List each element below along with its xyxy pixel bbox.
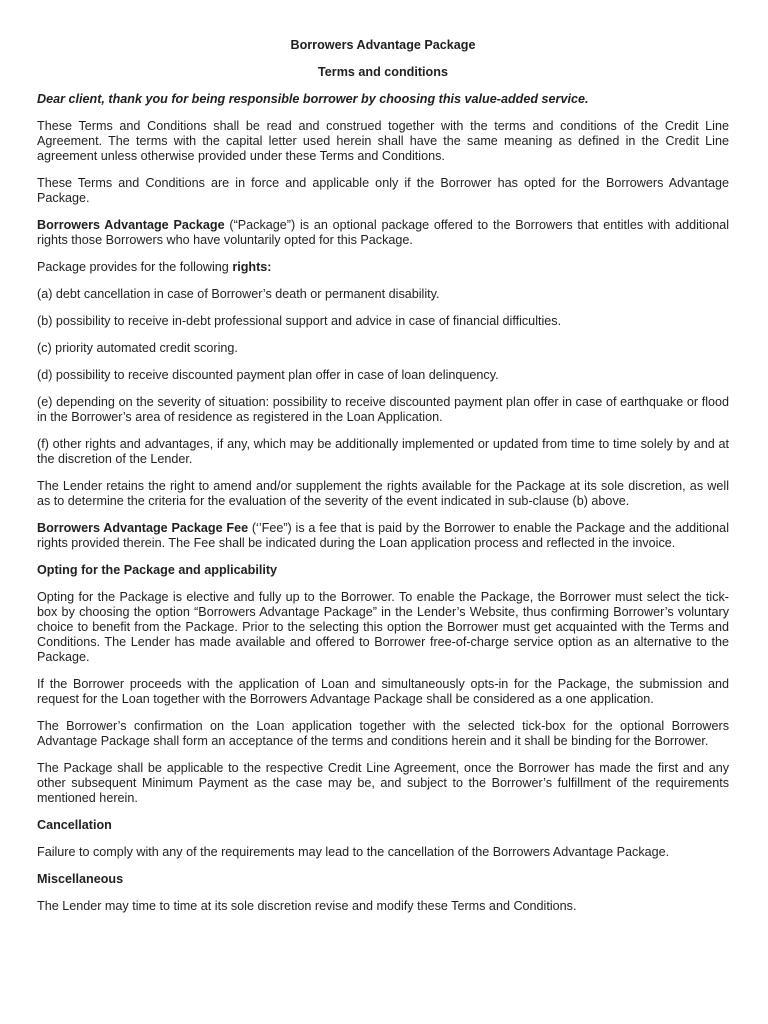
heading-miscellaneous: Miscellaneous bbox=[37, 872, 124, 886]
paragraph-fee bbox=[37, 521, 729, 551]
paragraph-opting: Opting for the Package is elective and fully up to the Borrower. To enable the Package, the Borrower must select the tick-box by choosing the option “Borrowers Advantage Package” in the Lender’s Website, thus confirming Borrower’s voluntary choice to benefit from the Package. Prior to the selecting this option the Borrower must get acquainted with the Terms and Conditions. The Lender has made available and offered to Borrower free-of-charge service option as an alternative to the Package. bbox=[37, 590, 729, 664]
paragraph-lender-rights: The Lender retains the right to amend and/or supplement the rights available for the Package at its sole discretion, as well as to determine the criteria for the evaluation of the severity of the event indicated in sub-clause (b) above. bbox=[37, 479, 729, 508]
paragraph-package-definition bbox=[37, 218, 729, 248]
intro-line: Dear client, thank you for being responsible borrower by choosing this value-added service. bbox=[37, 92, 589, 106]
paragraph-miscellaneous: The Lender may time to time at its sole discretion revise and modify these Terms and Conditions. bbox=[37, 899, 577, 913]
rights-term: rights: bbox=[232, 260, 272, 274]
heading-opting: Opting for the Package and applicability bbox=[37, 563, 278, 577]
paragraph-applicable-agreement: The Package shall be applicable to the respective Credit Line Agreement, once the Borrower has made the first and any other subsequent Minimum Payment as the case may be, and subject to the Borrower’s fulfillment of the requirements mentioned herein. bbox=[37, 761, 729, 805]
paragraph-construed: These Terms and Conditions shall be read and construed together with the terms and conditions of the Credit Line Agreement. The terms with the capital letter used herein shall have the same meaning as defined in the Credit Line agreement unless otherwise provided under these Terms and Conditions. bbox=[37, 119, 729, 163]
rights-intro-text: Package provides for the following bbox=[37, 260, 233, 274]
right-item-b: (b) possibility to receive in-debt professional support and advice in case of financial difficulties. bbox=[37, 314, 562, 328]
package-term: Borrowers Advantage Package bbox=[37, 218, 225, 232]
right-item-c: (c) priority automated credit scoring. bbox=[37, 341, 238, 355]
package-definition-text: (“Package”) is an optional package offered to the Borrowers that entitles with additional rights those Borrowers who have voluntarily opted for this Package. bbox=[37, 218, 730, 247]
fee-term: Borrowers Advantage Package Fee bbox=[37, 521, 249, 535]
fee-definition-text: (‘’Fee”) is a fee that is paid by the Borrower to enable the Package and the additional rights provided therein. The Fee shall be indicated during the Loan application process and reflected in the invoice. bbox=[37, 521, 729, 550]
right-item-d: (d) possibility to receive discounted payment plan offer in case of loan delinquency. bbox=[37, 368, 499, 382]
right-item-f: (f) other rights and advantages, if any, which may be additionally implemented or updated from time to time solely by and at the discretion of the Lender. bbox=[37, 437, 729, 466]
right-item-e: (e) depending on the severity of situation: possibility to receive discounted payment plan offer in case of earthquake or flood in the Borrower’s area of residence as registered in the Loan Application. bbox=[37, 395, 729, 424]
heading-cancellation: Cancellation bbox=[37, 818, 112, 832]
paragraph-one-application: If the Borrower proceeds with the application of Loan and simultaneously opts-in for the Package, the submission and request for the Loan together with the Borrowers Advantage Package shall be considered as a one application. bbox=[37, 677, 729, 706]
paragraph-applicability: These Terms and Conditions are in force and applicable only if the Borrower has opted for the Borrowers Advantage Package. bbox=[37, 176, 729, 205]
paragraph-cancellation: Failure to comply with any of the requirements may lead to the cancellation of the Borrowers Advantage Package. bbox=[37, 845, 670, 859]
paragraph-confirmation: The Borrower’s confirmation on the Loan application together with the selected tick-box for the optional Borrowers Advantage Package shall form an acceptance of the terms and conditions herein and it shall be binding for the Borrower. bbox=[37, 719, 729, 748]
paragraph-rights-intro bbox=[37, 260, 729, 275]
document-title: Borrowers Advantage Package bbox=[290, 38, 476, 52]
document-subtitle: Terms and conditions bbox=[318, 65, 448, 79]
right-item-a: (a) debt cancellation in case of Borrower’s death or permanent disability. bbox=[37, 287, 440, 301]
